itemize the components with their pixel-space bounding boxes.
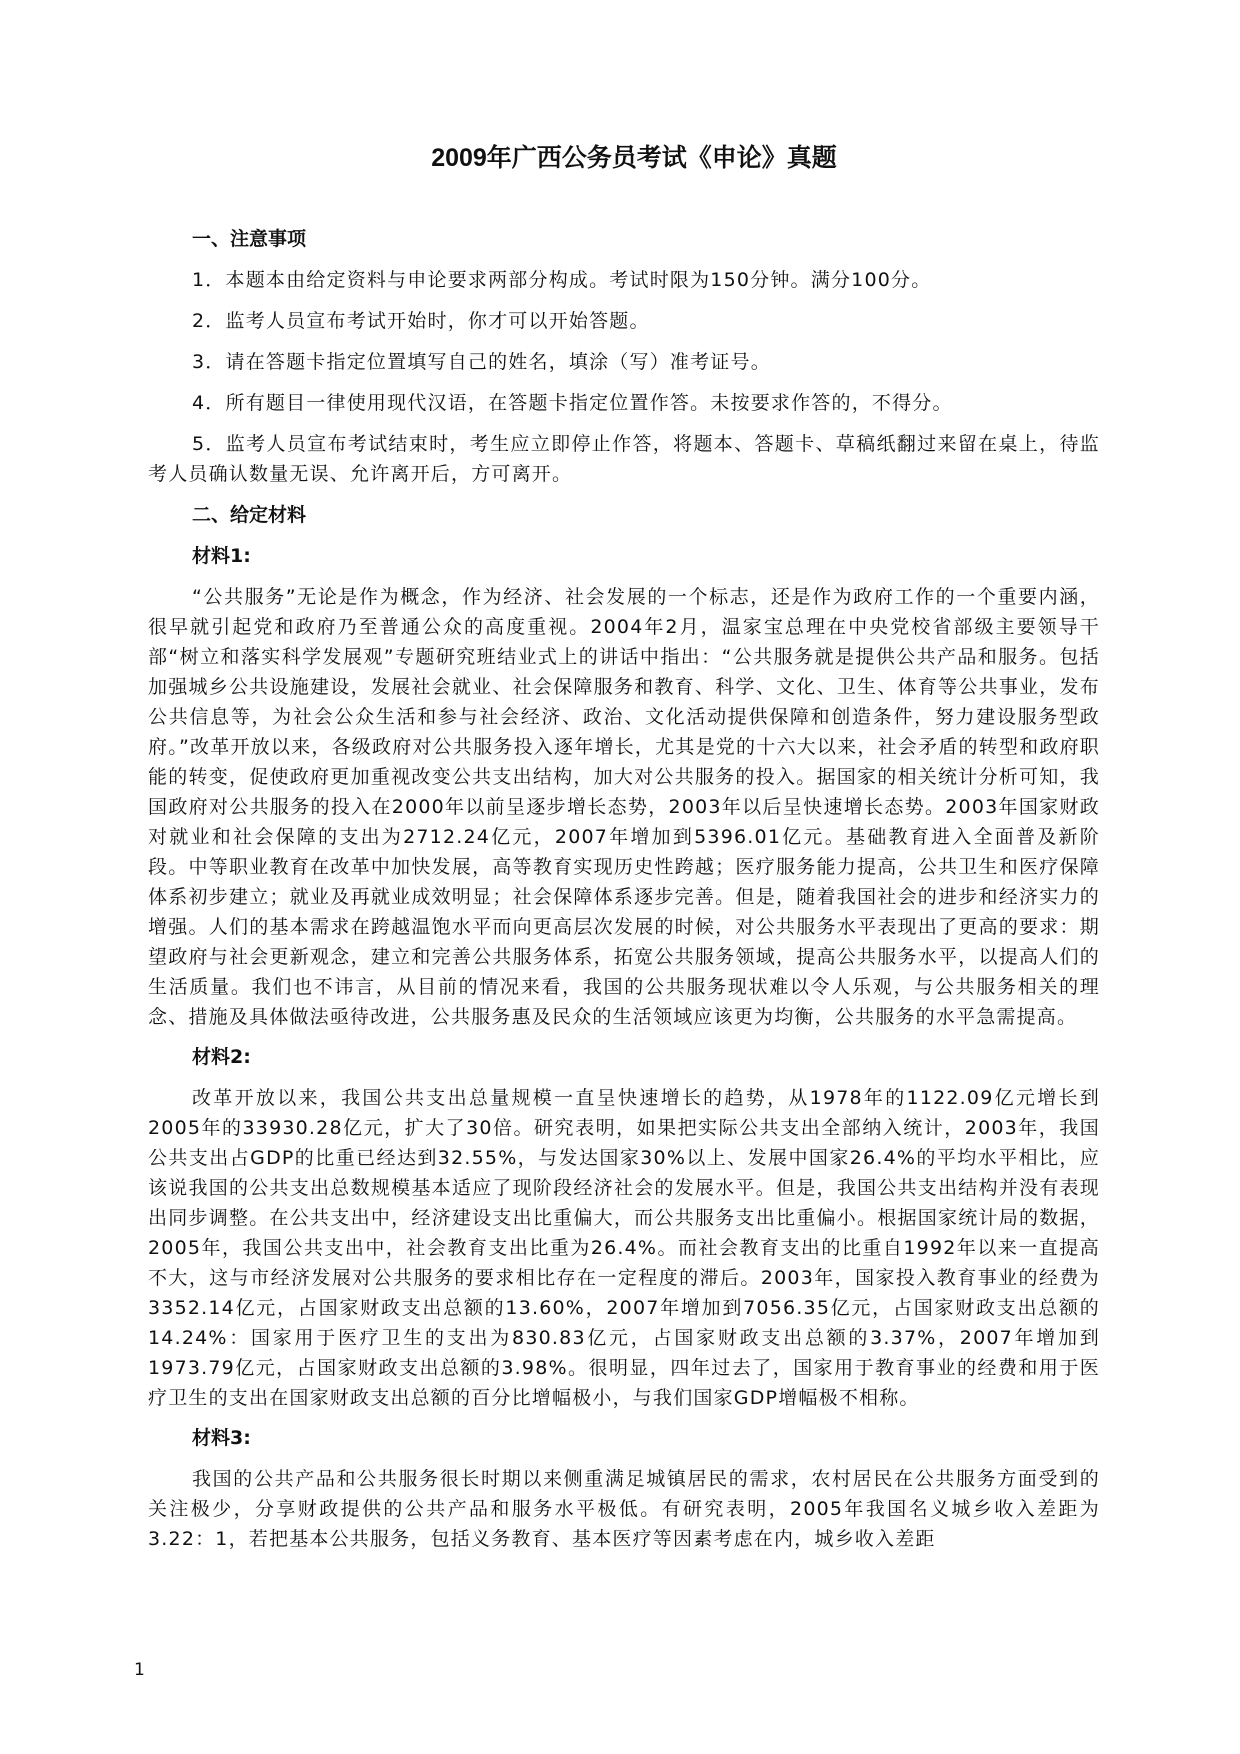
note-item-2: 2．监考人员宣布考试开始时，你才可以开始答题。 [192, 310, 650, 332]
document-title: 2009年广西公务员考试《申论》真题 [431, 144, 837, 172]
section-heading-materials: 二、给定材料 [192, 504, 307, 526]
note-item-3: 3．请在答题卡指定位置填写自己的姓名，填涂（写）准考证号。 [192, 351, 771, 373]
note-item-5: 5．监考人员宣布考试结束时，考生应立即停止作答，将题本、答题卡、草稿纸翻过来留在桌上，待监考人员确认数量无误、允许离开后，方可离开。 [148, 433, 1100, 485]
material-1-label: 材料1: [192, 545, 251, 567]
material-3-text: 我国的公共产品和公共服务很长时期以来侧重满足城镇居民的需求，农村居民在公共服务方面受到的关注极少，分享财政提供的公共产品和服务水平极低。有研究表明，2005年我国名义城乡收入差距为3.22：1，若把基本公共服务，包括义务教育、基本医疗等因素考虑在内，城乡收入差距 [148, 1468, 1100, 1550]
section-materials [148, 500, 1100, 1554]
material-2-label: 材料2: [192, 1046, 251, 1068]
material-3-label: 材料3: [192, 1427, 251, 1449]
material-1-text: “公共服务”无论是作为概念，作为经济、社会发展的一个标志，还是作为政府工作的一个重要内涵，很早就引起党和政府乃至普通公众的高度重视。2004年2月，温家宝总理在中央党校省部级主要领导干部“树立和落实科学发展观”专题研究班结业式上的讲话中指出：“公共服务就是提供公共产品和服务。包括加强城乡公共设施建设，发展社会就业、社会保障服务和教育、科学、文化、卫生、体育等公共事业，发布公共信息等，为社会公众生活和参与社会经济、政治、文化活动提供保障和创造条件，努力建设服务型政府。”改革开放以来，各级政府对公共服务投入逐年增长，尤其是党的十六大以来，社会矛盾的转型和政府职能的转变，促使政府更加重视改变公共支出结构，加大对公共服务的投入。据国家的相关统计分析可知，我国政府对公共服务的投入在2000年以前呈逐步增长态势，2003年以后呈快速增长态势。2003年国家财政对就业和社会保障的支出为2712.24亿元，2007年增加到5396.01亿元。基础教育进入全面普及新阶段。中等职业教育在改革中加快发展，高等教育实现历史性跨越；医疗服务能力提高，公共卫生和医疗保障体系初步建立；就业及再就业成效明显；社会保障体系逐步完善。但是，随着我国社会的进步和经济实力的增强。人们的基本需求在跨越温饱水平而向更高层次发展的时候，对公共服务水平表现出了更高的要求：期望政府与社会更新观念，建立和完善公共服务体系，拓宽公共服务领域，提高公共服务水平，以提高人们的生活质量。我们也不讳言，从目前的情况来看，我国的公共服务现状难以令人乐观，与公共服务相关的理念、措施及具体做法亟待改进，公共服务惠及民众的生活领域应该更为均衡，公共服务的水平急需提高。 [148, 586, 1100, 1028]
section-notes [148, 224, 1100, 489]
note-item-1: 1．本题本由给定资料与申论要求两部分构成。考试时限为150分钟。满分100分。 [192, 269, 932, 291]
section-heading-notes: 一、注意事项 [192, 228, 307, 250]
note-item-4: 4．所有题目一律使用现代汉语，在答题卡指定位置作答。未按要求作答的，不得分。 [192, 392, 953, 414]
document-page [148, 138, 1100, 1564]
material-2-text: 改革开放以来，我国公共支出总量规模一直呈快速增长的趋势，从1978年的1122.09亿元增长到2005年的33930.28亿元，扩大了30倍。研究表明，如果把实际公共支出全部纳入统计，2003年，我国公共支出占GDP的比重已经达到32.55%，与发达国家30%以上、发展中国家26.4%的平均水平相比，应该说我国的公共支出总数规模基本适应了现阶段经济社会的发展水平。但是，我国公共支出结构并没有表现出同步调整。在公共支出中，经济建设支出比重偏大，而公共服务支出比重偏小。根据国家统计局的数据，2005年，我国公共支出中，社会教育支出比重为26.4%。而社会教育支出的比重自1992年以来一直提高不大，这与市经济发展对公共服务的要求相比存在一定程度的滞后。2003年，国家投入教育事业的经费为3352.14亿元，占国家财政支出总额的13.60%，2007年增加到7056.35亿元，占国家财政支出总额的14.24%：国家用于医疗卫生的支出为830.83亿元，占国家财政支出总额的3.37%，2007年增加到1973.79亿元，占国家财政支出总额的3.98%。很明显，四年过去了，国家用于教育事业的经费和用于医疗卫生的支出在国家财政支出总额的百分比增幅极小，与我们国家GDP增幅极不相称。 [148, 1087, 1100, 1409]
page-number: 1 [134, 1660, 145, 1680]
